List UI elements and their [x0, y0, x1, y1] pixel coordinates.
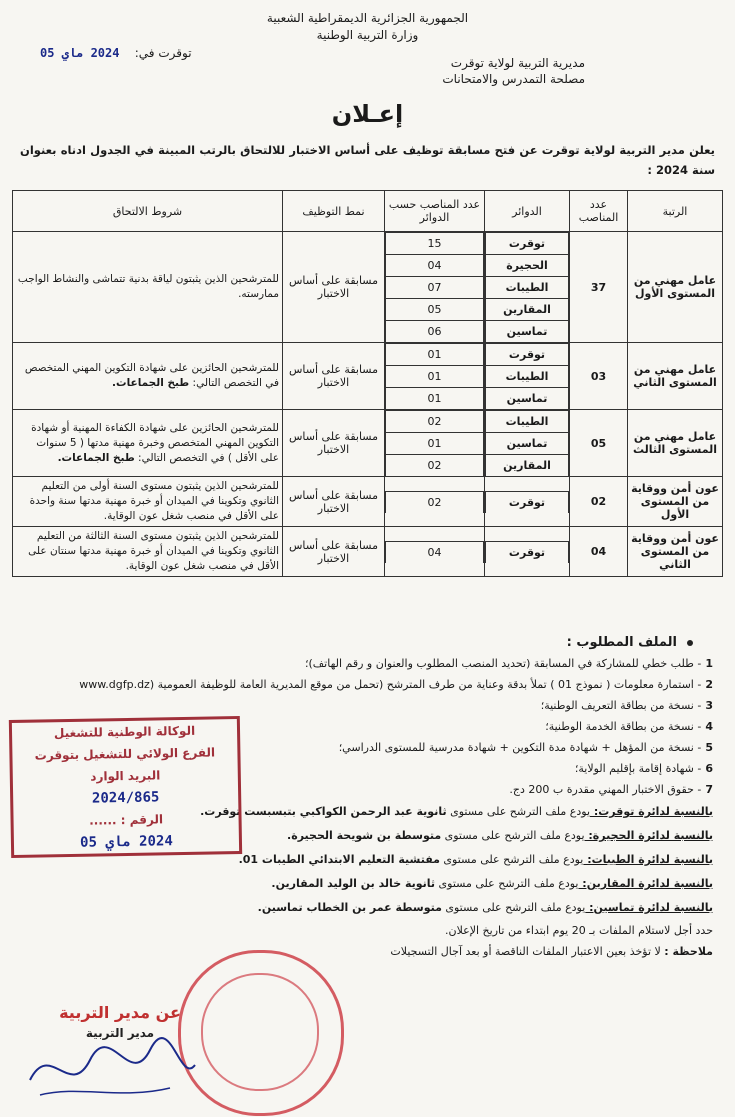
- district-name: توقرت: [486, 541, 569, 563]
- per-district-cell: [385, 343, 485, 410]
- header-directorate: [442, 55, 585, 87]
- per-district-cell: [385, 410, 485, 477]
- stamp-ref-row: الرقم : ......: [89, 812, 164, 828]
- district-name: تماسين: [486, 321, 569, 343]
- table-row: [13, 343, 723, 410]
- conditions-cell: للمترشحين الحائزين على شهادة التكوين المهني المتخصص في التخصص التالي: طبخ الجماعات.: [13, 343, 283, 410]
- district-count: 01: [386, 388, 484, 410]
- district-count: 02: [386, 491, 484, 513]
- district-count: 02: [386, 411, 484, 433]
- district-name: الحجيرة: [486, 255, 569, 277]
- districts-cell: [485, 410, 570, 477]
- stamp-line-3: البريد الوارد: [90, 768, 161, 784]
- rank-cell: عامل مهني من المستوى الثالث: [628, 410, 723, 477]
- col-conditions: شروط الالتحاق: [13, 191, 283, 232]
- deposit-item: بالنسبة لدائرة الحجيرة: يودع ملف الترشح على مستوى متوسطة بن شويحة الحجيرة.: [287, 829, 713, 842]
- bullet-icon: [687, 640, 693, 646]
- place-label: توقرت في:: [134, 46, 192, 60]
- incoming-mail-stamp: [9, 716, 242, 858]
- document-item: 7- حقوق الاختبار المهني مقدرة ب 200 دج.: [509, 783, 713, 796]
- rank-cell: عون أمن ووقاية من المستوى الثاني: [628, 527, 723, 577]
- deposit-item: بالنسبة لدائرة الطيبات: يودع ملف الترشح على مستوى مفتشية التعليم الابتدائي الطيبات 01.: [238, 853, 713, 866]
- deposit-item: بالنسبة لدائرة توقرت: يودع ملف الترشح على مستوى ثانوية عبد الرحمن الكواكبي بتبسبست توقرت.: [200, 805, 713, 818]
- district-count: 05: [386, 299, 484, 321]
- count-cell: 03: [570, 343, 628, 410]
- handwritten-signature: [20, 1030, 200, 1110]
- district-name: الطيبات: [486, 411, 569, 433]
- district-count: 06: [386, 321, 484, 343]
- note-text: لا تؤخذ بعين الاعتبار الملفات الناقصة أو بعد آجال التسجيلات: [390, 945, 661, 958]
- deposit-item: بالنسبة لدائرة المقارين: يودع ملف الترشح على مستوى ثانوية خالد بن الوليد المقارين.: [271, 877, 713, 890]
- positions-table: [12, 190, 723, 577]
- district-name: تماسين: [486, 388, 569, 410]
- intro-paragraph: يعلن مدير التربية لولاية توقرت عن فتح مسابقة توظيف على أساس الاختبار للالتحاق بالرتب المبينة في الجدول ادناه بعنوان سنة 2024 :: [20, 143, 715, 177]
- count-cell: 02: [570, 477, 628, 527]
- district-name: المقارين: [486, 455, 569, 477]
- note: [13, 941, 713, 962]
- per-district-cell: [385, 232, 485, 343]
- mode-cell: مسابقة على أساس الاختبار: [283, 477, 385, 527]
- conditions-cell: للمترشحين الحائزين على شهادة الكفاءة المهنية أو شهادة التكوين المهني المتخصص وخبرة مهنية مدتها ( 5 سنوات على الأقل ) في التخصص التالي: طبخ الجماعات.: [13, 410, 283, 477]
- table-row: [13, 232, 723, 343]
- rank-cell: عامل مهني من المستوى الأول: [628, 232, 723, 343]
- document-item: 3- نسخة من بطاقة التعريف الوطنية؛: [540, 699, 713, 712]
- deadline-text: حدد أجل لاستلام الملفات بـ 20 يوم ابتداء من تاريخ الإعلان.: [445, 924, 713, 937]
- districts-cell: [485, 527, 570, 577]
- district-name: الطيبات: [486, 277, 569, 299]
- districts-cell: [485, 343, 570, 410]
- district-name: الطيبات: [486, 366, 569, 388]
- district-count: 02: [386, 455, 484, 477]
- table-row: [13, 477, 723, 527]
- header-center: [0, 10, 735, 44]
- stamp-date: [14, 829, 239, 855]
- count-cell: 37: [570, 232, 628, 343]
- conditions-cell: للمترشحين الذين يثبتون مستوى السنة أولى من التعليم الثانوي وتكوينا في الميدان أو خبرة مهنية مدتها سنة واحدة على الأقل في منصب شغل عون الوقاية.: [13, 477, 283, 527]
- signature-red-line: عن مدير التربية: [59, 1003, 181, 1022]
- conditions-bold: طبخ الجماعات.: [112, 377, 190, 389]
- col-per-district: عدد المناصب حسب الدوائر: [385, 191, 485, 232]
- directorate-name: مديرية التربية لولاية توقرت: [450, 56, 585, 70]
- document-item: 2- استمارة معلومات ( نموذج 01 ) تملأ بدقة وعناية من طرف المترشح (تحمل من موقع المديرية العامة للوظيفة العمومية (www.dgfp.dz: [79, 678, 713, 691]
- stamp-ref-number: 2024/865: [91, 789, 160, 807]
- stamp-date-value: 2024 ماي 05: [79, 833, 173, 851]
- table-row: [13, 527, 723, 577]
- table-header-row: [13, 191, 723, 232]
- header-date: [40, 46, 192, 60]
- district-count: 04: [386, 255, 484, 277]
- district-count: 01: [386, 433, 484, 455]
- page-title: إعـلان: [331, 100, 404, 128]
- rank-cell: عون أمن ووقاية من المستوى الأول: [628, 477, 723, 527]
- mode-cell: مسابقة على أساس الاختبار: [283, 232, 385, 343]
- district-count: 15: [386, 233, 484, 255]
- mode-cell: مسابقة على أساس الاختبار: [283, 343, 385, 410]
- stamp-line-1: الوكالة الوطنية للتشغيل: [53, 723, 196, 741]
- conditions-cell: للمترشحين الذين يثبتون مستوى السنة الثالثة من التعليم الثانوي وتكوينا في الميدان أو خبرة مهنية مدتها سنتان على الأقل في منصب شغل عون الوقاية.: [13, 527, 283, 577]
- district-name: تماسين: [486, 433, 569, 455]
- districts-cell: [485, 232, 570, 343]
- service-name: مصلحة التمدرس والامتحانات: [442, 72, 585, 86]
- district-count: 04: [386, 541, 484, 563]
- document-item: 5- نسخة من المؤهل + شهادة مدة التكوين + شهادة مدرسية للمستوى الدراسي؛: [338, 741, 713, 754]
- district-name: المقارين: [486, 299, 569, 321]
- district-name: توقرت: [486, 491, 569, 513]
- stamp-ref-label: الرقم: [129, 812, 164, 827]
- documents-heading: الملف المطلوب :: [13, 632, 693, 653]
- per-district-cell: [385, 527, 485, 577]
- districts-cell: [485, 477, 570, 527]
- document-item: 4- نسخة من بطاقة الخدمة الوطنية؛: [545, 720, 713, 733]
- ministry-name: وزارة التربية الوطنية: [316, 28, 419, 42]
- col-count: عدد المناصب: [570, 191, 628, 232]
- district-count: 01: [386, 366, 484, 388]
- mode-cell: مسابقة على أساس الاختبار: [283, 527, 385, 577]
- district-count: 07: [386, 277, 484, 299]
- republic-name: الجمهورية الجزائرية الديمقراطية الشعبية: [266, 11, 469, 25]
- district-count: 01: [386, 344, 484, 366]
- count-cell: 05: [570, 410, 628, 477]
- signature-black-line: مدير التربية: [85, 1026, 155, 1040]
- col-mode: نمط التوظيف: [283, 191, 385, 232]
- document-item: 6- شهادة إقامة بإقليم الولاية؛: [574, 762, 713, 775]
- district-name: توقرت: [486, 233, 569, 255]
- document-item: 1- طلب خطي للمشاركة في المسابقة (تحديد المنصب المطلوب والعنوان و رقم الهاتف)؛: [304, 657, 713, 670]
- per-district-cell: [385, 477, 485, 527]
- conditions-bold: طبخ الجماعات.: [57, 451, 135, 464]
- col-districts: الدوائر: [485, 191, 570, 232]
- handwritten-date: 2024 ماي 05: [40, 46, 120, 60]
- col-rank: الرتبة: [628, 191, 723, 232]
- conditions-cell: للمترشحين الذين يثبتون لياقة بدنية تتماشى والنشاط الواجب ممارسته.: [13, 232, 283, 343]
- table-row: [13, 410, 723, 477]
- deposit-item: بالنسبة لدائرة تماسين: يودع ملف الترشح على مستوى متوسطة عمر بن الخطاب تماسين.: [257, 901, 713, 914]
- district-name: توقرت: [486, 344, 569, 366]
- note-label: ملاحظة :: [664, 945, 713, 958]
- stamp-line-2: الفرع الولائي للتشغيل بتوقرت: [34, 745, 216, 763]
- count-cell: 04: [570, 527, 628, 577]
- mode-cell: مسابقة على أساس الاختبار: [283, 410, 385, 477]
- rank-cell: عامل مهني من المستوى الثاني: [628, 343, 723, 410]
